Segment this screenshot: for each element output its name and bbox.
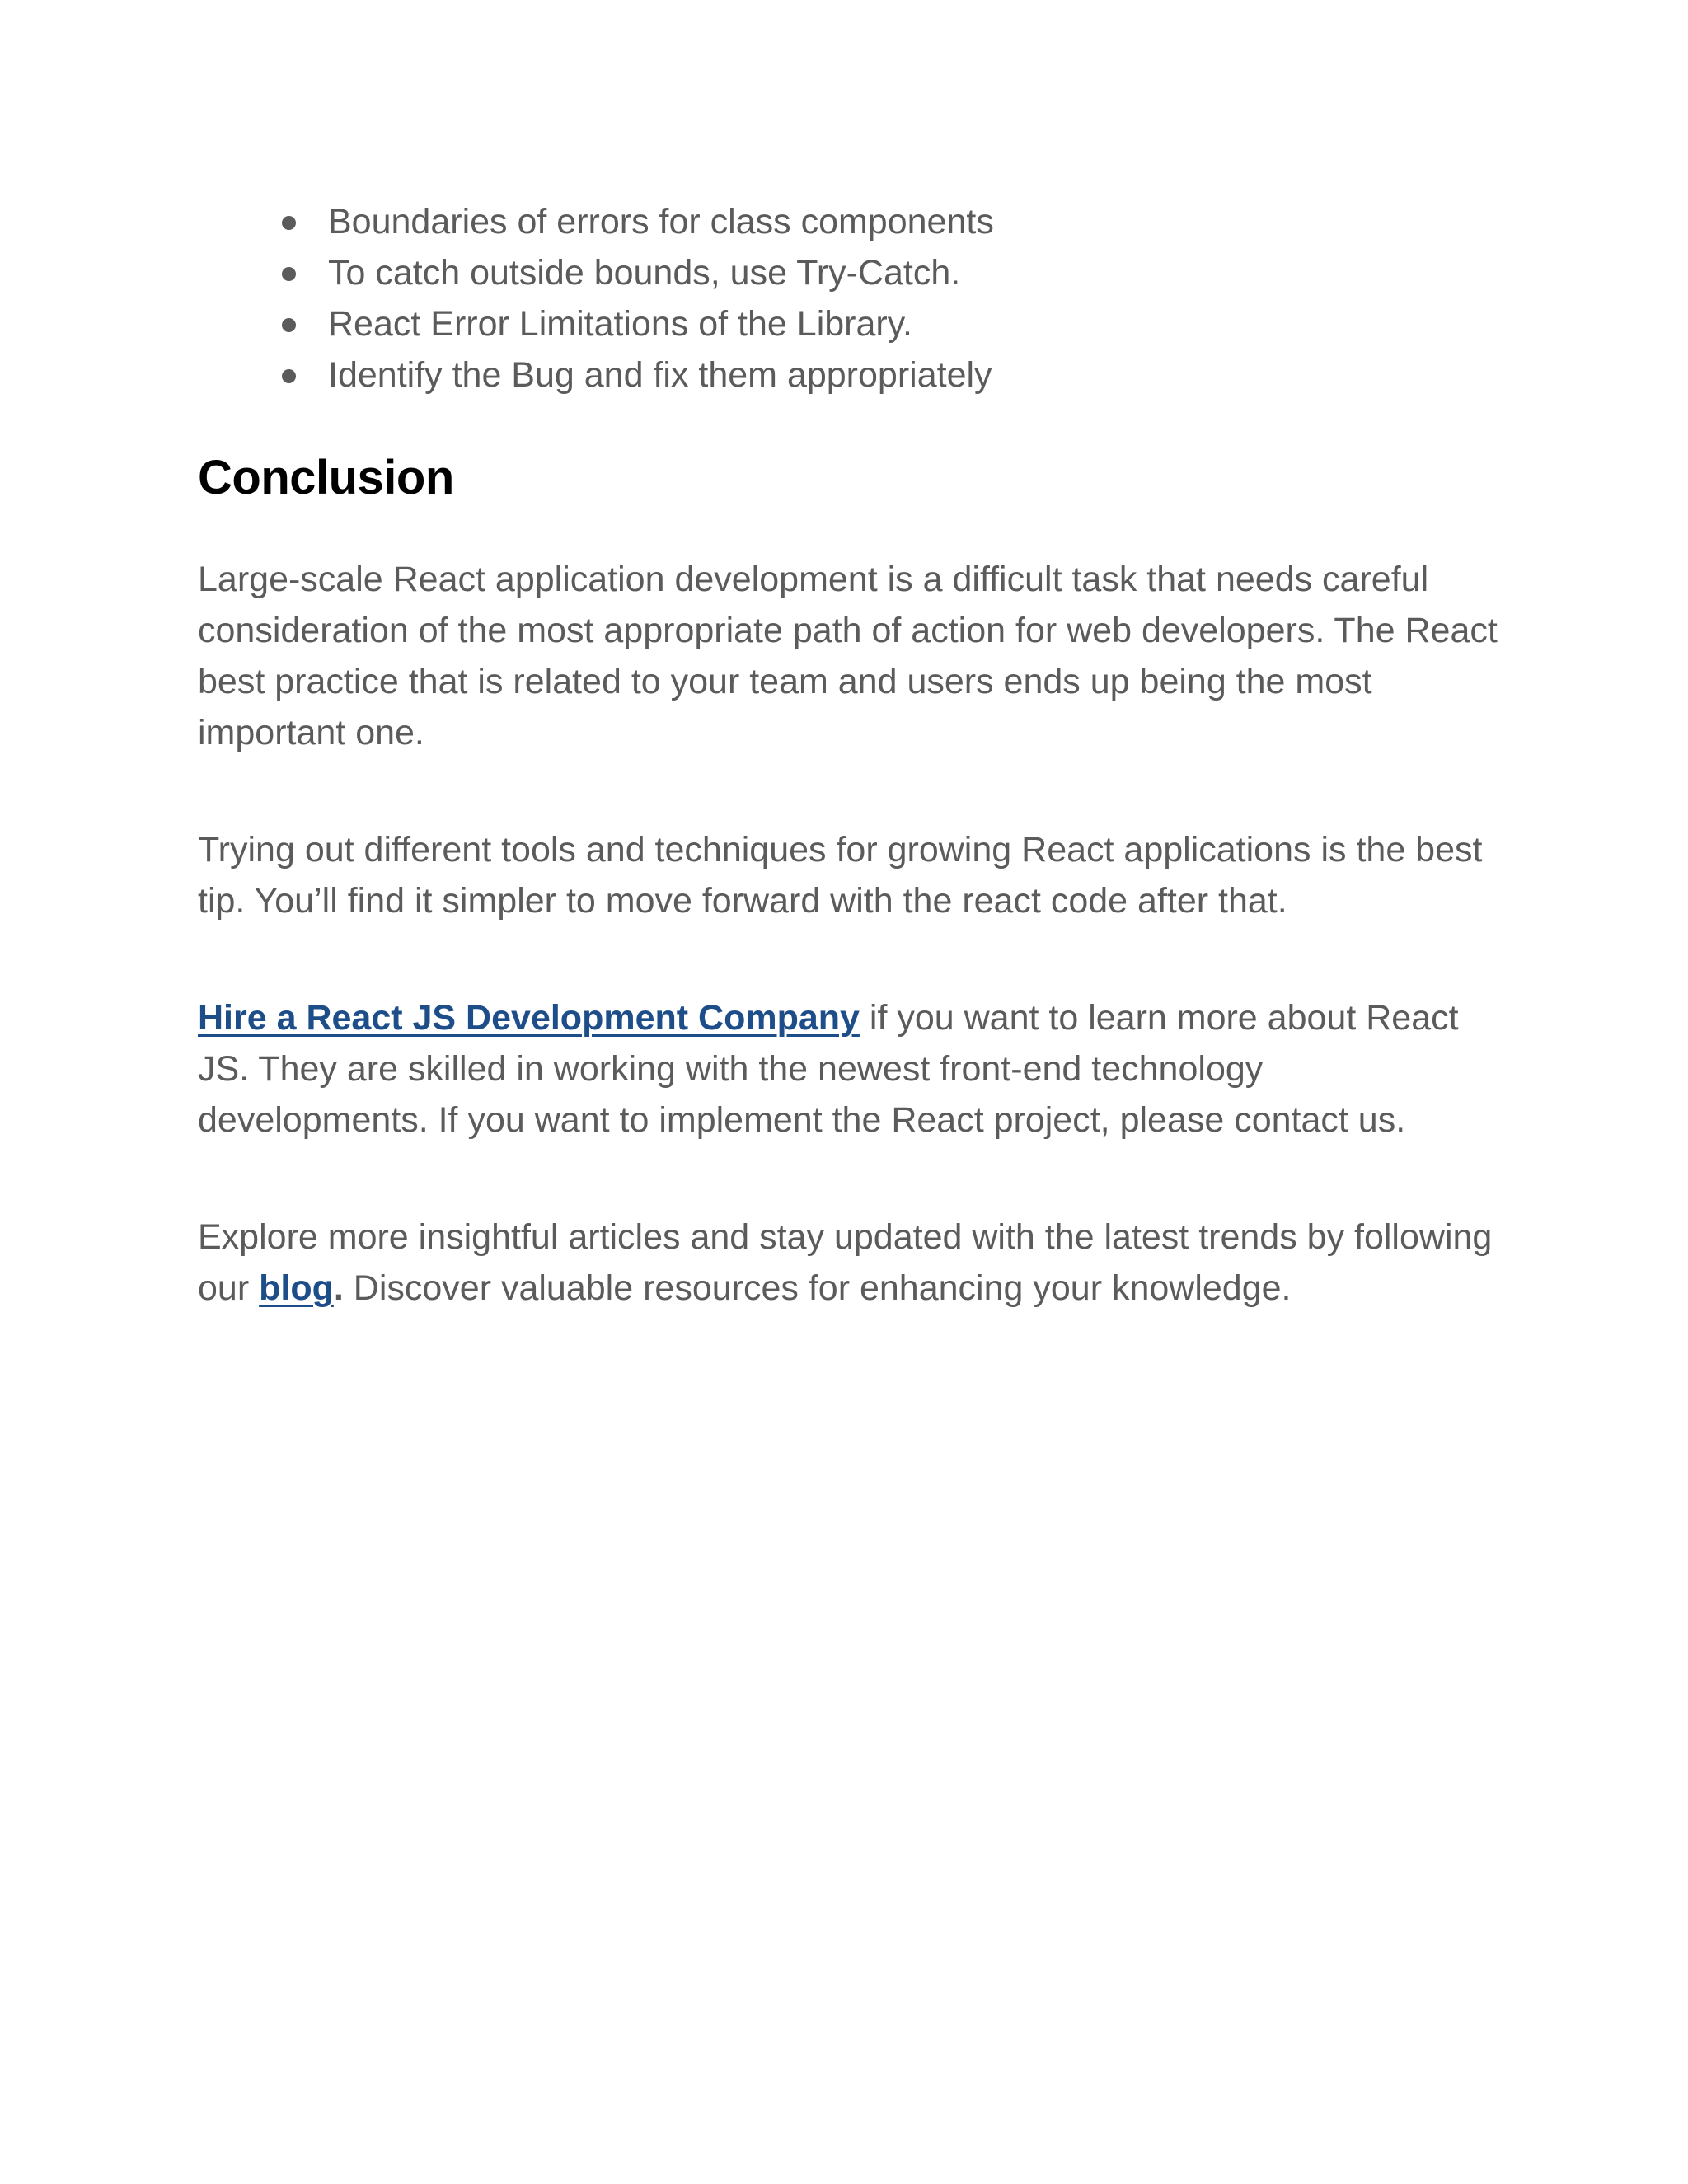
bullet-dot-icon <box>282 267 296 281</box>
paragraph-tip-text: Trying out different tools and techniques for growing React applications is the best tip. You’ll find it simpler to move forward with the react code after that. <box>198 830 1483 921</box>
bullet-dot-icon <box>282 318 296 332</box>
paragraph-blog <box>198 1212 1500 1314</box>
blog-period: . <box>333 1268 344 1308</box>
paragraph-hire-text: if you want to learn more about React JS. They are skilled in working with the newest front-end technology developments. If you want to implement the React project, please contact us. <box>198 998 1459 1140</box>
blog-link[interactable]: blog <box>259 1268 334 1308</box>
hire-company-link[interactable]: Hire a React JS Development Company <box>198 998 860 1038</box>
paragraph-tip <box>198 824 1500 926</box>
paragraph-intro-text: Large-scale React application development is a difficult task that needs careful consideration of the most appropriate path of action for web developers. The React best practice that is related to your team and users ends up being the most important one. <box>198 560 1498 752</box>
paragraph-hire <box>198 992 1500 1146</box>
bullet-list <box>198 196 1500 401</box>
conclusion-heading: Conclusion <box>198 451 454 504</box>
paragraph-blog-text-after: Discover valuable resources for enhancing your knowledge. <box>343 1268 1292 1308</box>
list-item <box>328 196 1500 247</box>
page-content <box>198 196 1500 1314</box>
paragraph-blog-text-before: Explore more insightful articles and stay updated with the latest trends by following our <box>198 1217 1493 1308</box>
list-item <box>328 247 1500 298</box>
list-item-text: React Error Limitations of the Library. <box>328 304 912 344</box>
list-item <box>328 298 1500 349</box>
list-item <box>328 349 1500 401</box>
list-item-text: To catch outside bounds, use Try-Catch. <box>328 253 961 293</box>
paragraph-intro <box>198 554 1500 758</box>
list-item-text: Boundaries of errors for class components <box>328 202 994 241</box>
bullet-dot-icon <box>282 369 296 383</box>
list-item-text: Identify the Bug and fix them appropriately <box>328 355 992 395</box>
bullet-dot-icon <box>282 216 296 230</box>
